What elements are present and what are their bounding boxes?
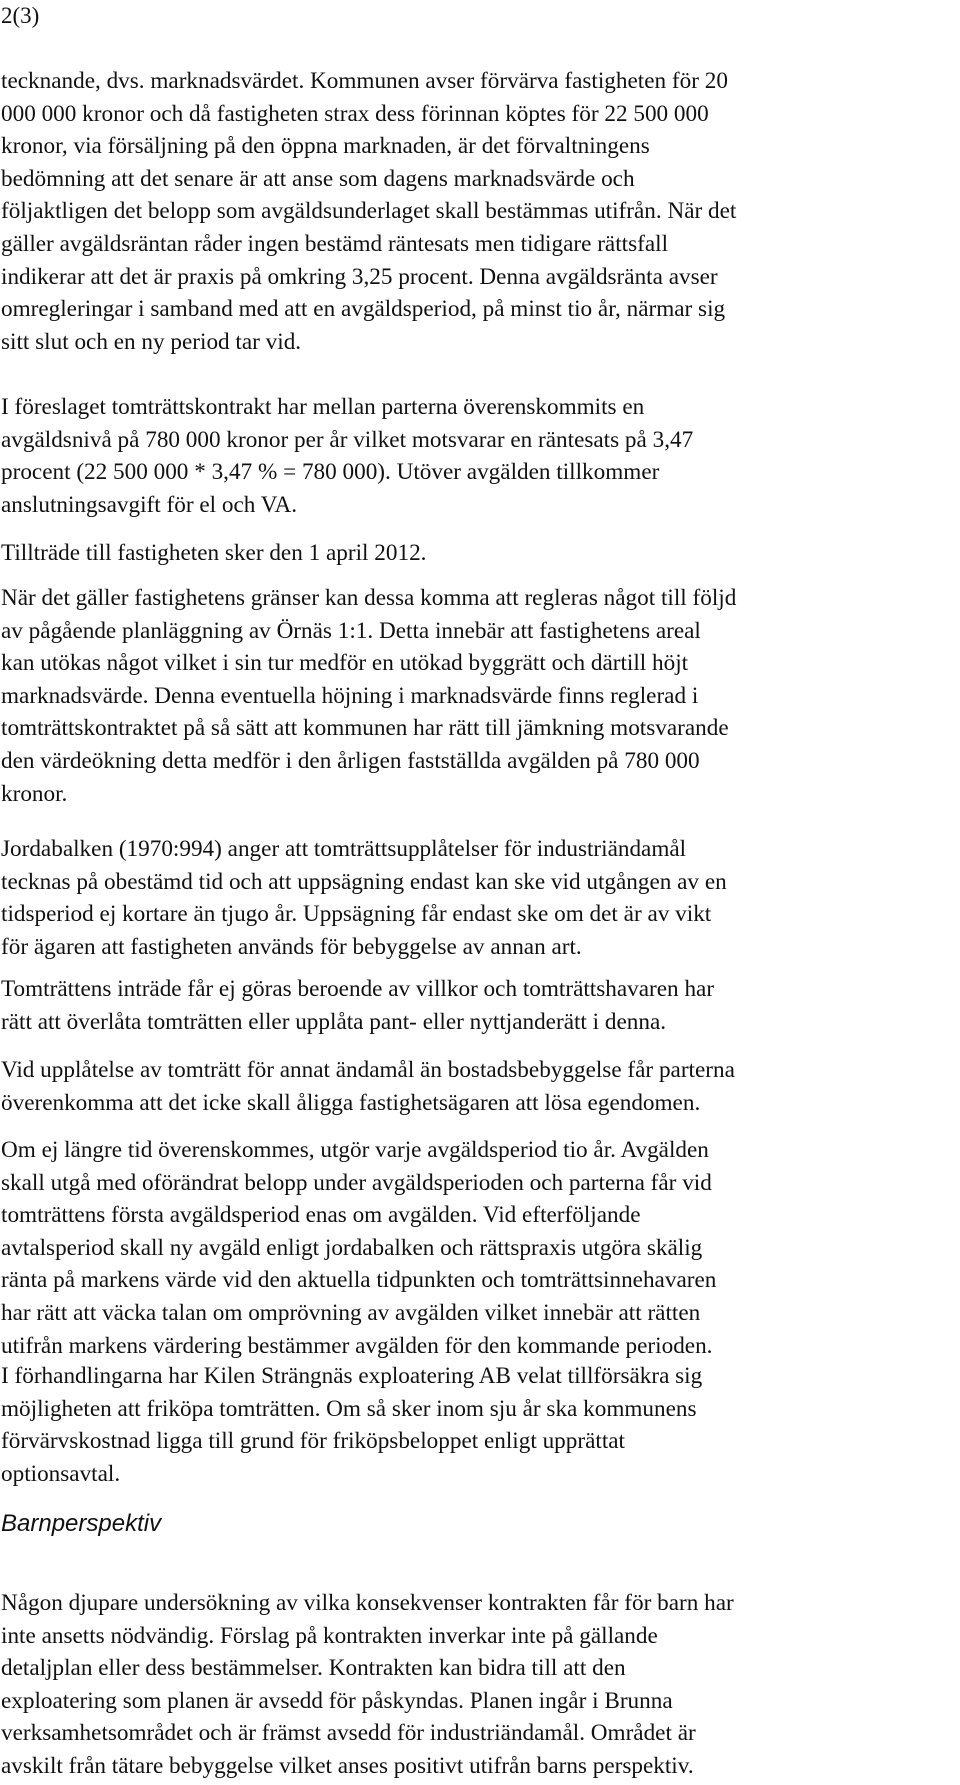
text-line: anslutningsavgift för el och VA. [1, 491, 298, 518]
text-line: överenkomma att det icke skall åligga fastighetsägaren att lösa egendomen. [1, 1089, 701, 1116]
text-line: skall utgå med oförändrat belopp under avgäldsperioden och parterna får vid [1, 1169, 712, 1196]
text-line: gäller avgäldsräntan råder ingen bestämd räntesats men tidigare rättsfall [1, 230, 669, 257]
text-line: omregleringar i samband med att en avgäldsperiod, på minst tio år, närmar sig [1, 296, 726, 323]
page-number: 2(3) [1, 3, 40, 28]
text-line: rätt att överlåta tomträtten eller upplåta pant- eller nyttjanderätt i denna. [1, 1008, 667, 1035]
paragraph-land-code [1, 833, 953, 963]
text-line: tomträttskontraktet på så sätt att kommunen har rätt till jämkning motsvarande [1, 715, 729, 742]
paragraph-market-value [1, 65, 953, 358]
text-line: procent (22 500 000 * 3,47 % = 780 000). Utöver avgälden tillkommer [1, 459, 660, 486]
text-line: tidsperiod ej kortare än tjugo år. Uppsägning får endast ske om det är av vikt [1, 901, 712, 928]
text-line: utifrån markens värdering bestämmer avgälden för den kommande perioden. [1, 1332, 713, 1359]
text-line: detaljplan eller dess bestämmelser. Kontrakten kan bidra till att den [1, 1655, 626, 1682]
text-line: avgäldsnivå på 780 000 kronor per år vilket motsvarar en räntesats på 3,47 [1, 426, 694, 453]
text-line: förvärvskostnad ligga till grund för friköpsbeloppet enligt upprättat [1, 1428, 625, 1455]
text-line: I föreslaget tomträttskontrakt har mellan parterna överenskommits en [1, 394, 645, 420]
text-line: följaktligen det belopp som avgäldsunderlaget skall bestämmas utifrån. När det [1, 198, 737, 225]
text-line: avskilt från tätare bebyggelse vilket anses positivt utifrån barns perspektiv. [1, 1752, 694, 1779]
paragraph-access-date [1, 537, 953, 570]
text-line: avtalsperiod skall ny avgäld enligt jordabalken och rättspraxis utgöra skälig [1, 1234, 703, 1261]
text-line: Jordabalken (1970:994) anger att tomträttsupplåtelser för industriändamål [1, 836, 687, 862]
text-line: tomträttens första avgäldsperiod enas om avgälden. Vid efterföljande [1, 1202, 641, 1229]
text-line: tecknas på obestämd tid och att uppsägning endast kan ske vid utgången av en [1, 868, 727, 895]
text-line: I förhandlingarna har Kilen Strängnäs exploatering AB velat tillförsäkra sig [1, 1363, 703, 1389]
paragraph-ground-rent-level [1, 391, 953, 521]
text-line: Vid upplåtelse av tomträtt för annat ändamål än bostadsbebyggelse får parterna [1, 1057, 735, 1083]
paragraph-purchase-option [1, 1360, 953, 1490]
text-line: den värdeökning detta medför i den årligen fastställda avgälden på 780 000 [1, 747, 700, 774]
text-line: kronor. [1, 780, 68, 807]
text-line: har rätt att väcka talan om omprövning av avgälden vilket innebär att rätten [1, 1299, 701, 1326]
text-line: sitt slut och en ny period tar vid. [1, 328, 302, 355]
paragraph-property-boundaries [1, 582, 953, 810]
text-line: optionsavtal. [1, 1460, 121, 1487]
text-line: 000 000 kronor och då fastigheten strax dess förinnan köptes för 22 500 000 [1, 100, 709, 127]
text-line: kan utökas något vilket i sin tur medför en utökad byggrätt och därtill höjt [1, 650, 689, 677]
text-line: av pågående planläggning av Örnäs 1:1. Detta innebär att fastighetens areal [1, 617, 701, 644]
text-line: Tomträttens inträde får ej göras beroende av villkor och tomträttshavaren har [1, 976, 715, 1002]
text-line: ränta på markens värde vid den aktuella tidpunkten och tomträttsinnehavaren [1, 1267, 717, 1294]
text-line: bedömning att det senare är att anse som dagens marknadsvärde och [1, 165, 635, 192]
text-line: verksamhetsområdet och är främst avsedd för industriändamål. Området är [1, 1720, 696, 1747]
section-heading: Barnperspektiv [1, 1510, 162, 1537]
text-line: inte ansetts nödvändig. Förslag på kontrakten inverkar inte på gällande [1, 1622, 658, 1649]
paragraph-leasehold-transfer [1, 973, 953, 1038]
paragraph-other-purpose [1, 1054, 953, 1119]
text-line: När det gäller fastighetens gränser kan dessa komma att regleras något till följd [1, 585, 737, 611]
text-line: kronor, via försäljning på den öppna marknaden, är det förvaltningens [1, 133, 650, 160]
text-line: tecknande, dvs. marknadsvärdet. Kommunen avser förvärva fastigheten för 20 [1, 68, 728, 94]
text-line: Tillträde till fastigheten sker den 1 april 2012. [1, 540, 427, 566]
text-line: exploatering som planen är avsedd för påskyndas. Planen ingår i Brunna [1, 1687, 673, 1714]
text-line: Någon djupare undersökning av vilka konsekvenser kontrakten får för barn har [1, 1590, 734, 1616]
text-line: för ägaren att fastigheten används för bebyggelse av annan art. [1, 933, 582, 960]
text-line: marknadsvärde. Denna eventuella höjning i marknadsvärde finns reglerad i [1, 682, 699, 709]
text-line: indikerar att det är praxis på omkring 3,25 procent. Denna avgäldsränta avser [1, 263, 718, 290]
paragraph-child-perspective [1, 1587, 953, 1783]
paragraph-rent-period [1, 1134, 953, 1362]
text-line: möjligheten att friköpa tomträtten. Om så sker inom sju år ska kommunens [1, 1395, 697, 1422]
text-line: Om ej längre tid överenskommes, utgör varje avgäldsperiod tio år. Avgälden [1, 1137, 709, 1163]
